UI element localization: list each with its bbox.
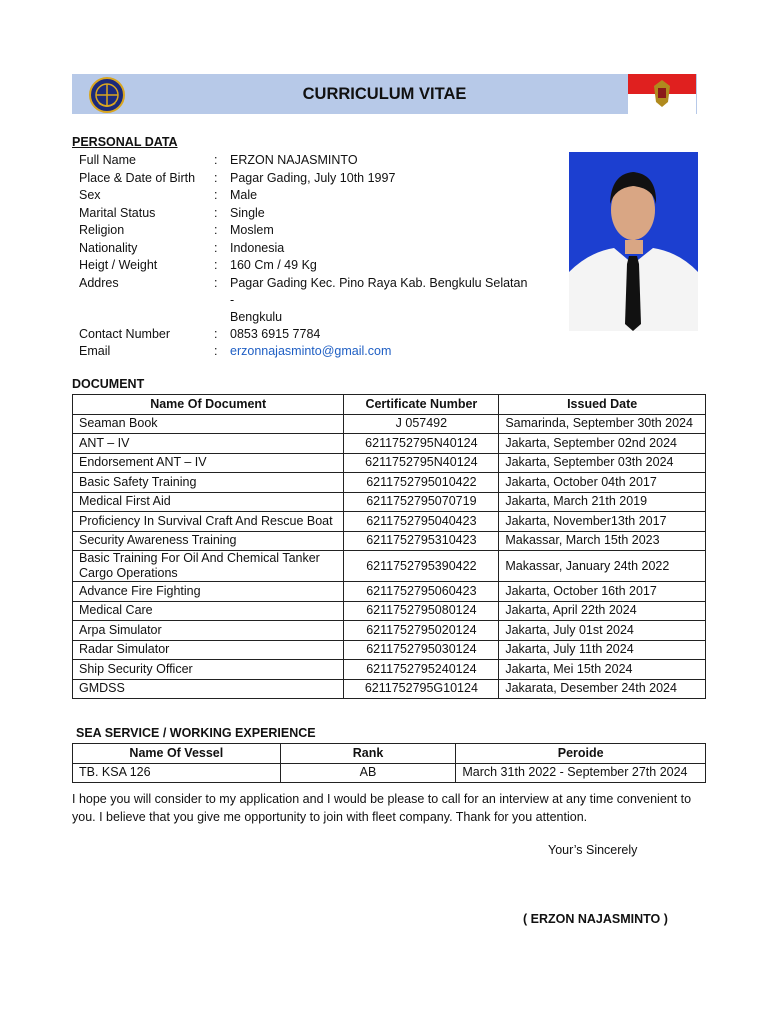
sea-service-heading: SEA SERVICE / WORKING EXPERIENCE	[76, 726, 316, 740]
signature-name: ( ERZON NAJASMINTO )	[523, 912, 668, 926]
sea-service-header: Name Of Vessel Rank Peroide	[73, 744, 706, 764]
row-birth: Place & Date of Birth : Pagar Gading, July 10th 1997	[79, 170, 396, 185]
document-table	[72, 394, 706, 699]
closing-paragraph: I hope you will consider to my application and I would be please to call for an interview at any time convenient to you. I believe that you give me opportunity to join with fleet company. Thank for you attention.	[72, 792, 692, 824]
table-row: Medical Care 6211752795080124 Jakarta, April 22th 2024	[73, 601, 706, 621]
table-row: TB. KSA 126 AB March 31th 2022 - September 27th 2024	[73, 763, 706, 783]
table-row: GMDSS 6211752795G10124 Jakarata, Desember 24th 2024	[73, 679, 706, 699]
table-row: Endorsement ANT – IV 6211752795N40124 Jakarta, September 03th 2024	[73, 453, 706, 473]
doc-name-line-2: Cargo Operations	[79, 566, 178, 580]
table-row: Ship Security Officer 6211752795240124 Jakarta, Mei 15th 2024	[73, 660, 706, 680]
table-row: Advance Fire Fighting 6211752795060423 Jakarta, October 16th 2017	[73, 582, 706, 602]
sea-service-table	[72, 743, 706, 783]
table-row: Radar Simulator 6211752795030124 Jakarta, July 11th 2024	[73, 640, 706, 660]
table-row: Basic Safety Training 6211752795010422 Jakarta, October 04th 2017	[73, 473, 706, 493]
table-row: Basic Training For Oil And Chemical Tanker Cargo Operations 6211752795390422 Makassar, January 24th 2022	[73, 551, 706, 582]
table-row: Arpa Simulator 6211752795020124 Jakarta, July 01st 2024	[73, 621, 706, 641]
doc-name-line-1: Basic Training For Oil And Chemical Tanker	[79, 551, 320, 565]
row-marital: Marital Status : Single	[79, 205, 265, 220]
page-title: CURRICULUM VITAE	[302, 85, 467, 103]
row-full-name: Full Name : ERZON NAJASMINTO	[79, 153, 358, 167]
table-row: Seaman Book J 057492 Samarinda, September 30th 2024	[73, 414, 706, 434]
document-heading: DOCUMENT	[72, 377, 145, 391]
address-line-2: Bengkulu	[230, 309, 283, 324]
row-contact: Contact Number : 0853 6915 7784	[79, 326, 321, 341]
closing-salutation: Your’s Sincerely	[548, 843, 638, 857]
address-line-1: Pagar Gading Kec. Pino Raya Kab. Bengkulu Selatan -	[230, 275, 528, 307]
row-sex: Sex : Male	[79, 188, 258, 202]
row-nationality: Nationality : Indonesia	[79, 240, 285, 255]
row-height-weight: Heigt / Weight : 160 Cm / 49 Kg	[79, 258, 317, 272]
row-email: Email : erzonnajasminto@gmail.com	[76, 343, 530, 361]
table-row: Proficiency In Survival Craft And Rescue Boat 6211752795040423 Jakarta, November13th 2017	[73, 512, 706, 532]
row-religion: Religion : Moslem	[79, 223, 274, 237]
personal-data-heading: PERSONAL DATA	[72, 135, 178, 149]
table-row: Security Awareness Training 6211752795310423 Makassar, March 15th 2023	[73, 531, 706, 551]
table-row: Medical First Aid 6211752795070719 Jakarta, March 21th 2019	[73, 492, 706, 512]
table-row: ANT – IV 6211752795N40124 Jakarta, September 02nd 2024	[73, 434, 706, 454]
row-address: Addres : Pagar Gading Kec. Pino Raya Kab. Bengkulu Selatan - Bengkulu	[76, 275, 530, 326]
email-link[interactable]: erzonnajasminto@gmail.com	[230, 344, 392, 358]
personal-data-table	[76, 152, 530, 361]
document-table-header: Name Of Document Certificate Number Issued Date	[73, 395, 706, 415]
profile-photo	[569, 152, 698, 331]
